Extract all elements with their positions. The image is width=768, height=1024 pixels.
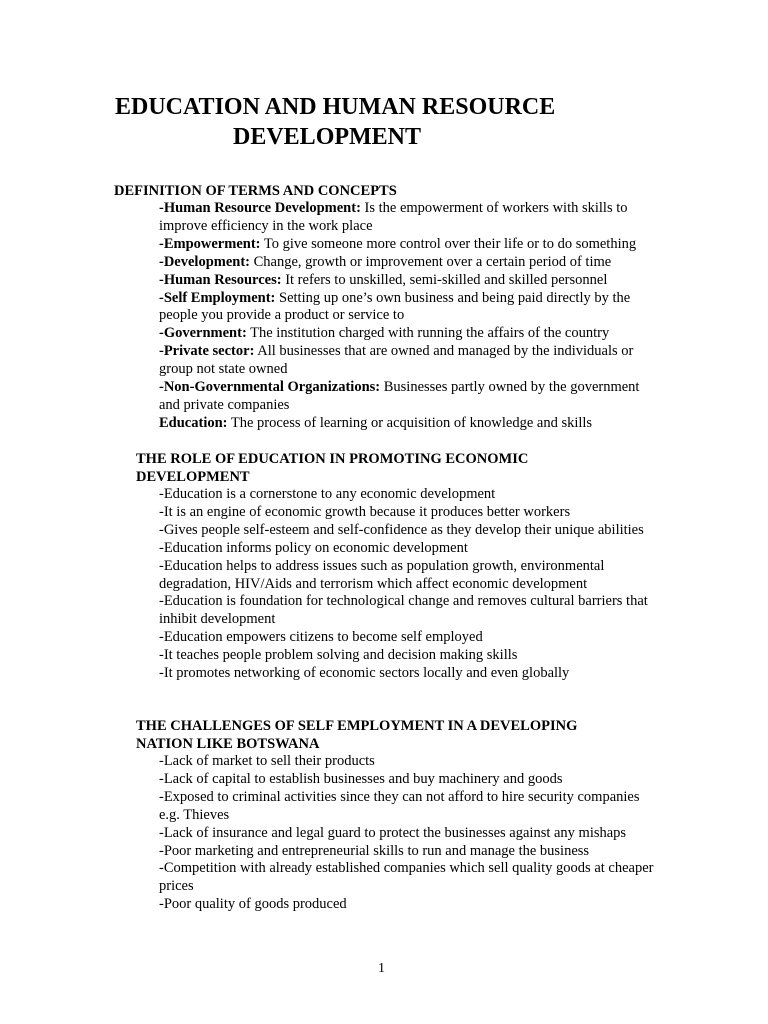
definition-item bbox=[159, 325, 659, 343]
challenges-heading-line-2: NATION LIKE BOTSWANA bbox=[136, 736, 320, 752]
challenges-list bbox=[0, 753, 659, 914]
definition-text: Setting up one’s own business and being paid directly by the people you provide a product or service to bbox=[159, 289, 631, 324]
definition-term: -Self Employment: bbox=[159, 289, 276, 306]
definition-term: -Development: bbox=[159, 253, 251, 270]
role-heading-line-1: THE ROLE OF EDUCATION IN PROMOTING ECONOMIC bbox=[136, 451, 529, 467]
definition-text: The institution charged with running the affairs of the country bbox=[246, 325, 610, 342]
definition-text: Is the empowerment of workers with skills to improve efficiency in the work place bbox=[159, 200, 628, 234]
list-item: -Competition with already established companies which sell quality goods at cheaper prices bbox=[159, 860, 654, 895]
definition-term: -Non-Governmental Organizations: bbox=[159, 379, 381, 396]
page-number: 1 bbox=[378, 961, 385, 976]
role-list bbox=[0, 486, 659, 683]
list-item: -Education empowers citizens to become self employed bbox=[159, 629, 483, 646]
list-item: -Education is a cornerstone to any economic development bbox=[159, 486, 496, 502]
definition-term: Education: bbox=[159, 414, 228, 431]
list-item: -Lack of market to sell their products bbox=[159, 753, 375, 769]
definition-term: -Human Resources: bbox=[159, 271, 282, 288]
list-item: -Gives people self-esteem and self-confidence as they develop their unique abilities bbox=[159, 521, 644, 538]
definition-item bbox=[159, 343, 659, 379]
list-item: -It is an engine of economic growth because it produces better workers bbox=[159, 503, 571, 520]
definition-text: The process of learning or acquisition of knowledge and skills bbox=[227, 414, 593, 431]
definition-term: -Government: bbox=[159, 325, 247, 342]
list-item: -Lack of insurance and legal guard to protect the businesses against any mishaps bbox=[159, 824, 627, 841]
definition-text: Businesses partly owned by the government and private companies bbox=[159, 379, 640, 413]
definition-item bbox=[159, 272, 659, 290]
definition-item bbox=[159, 200, 659, 236]
definition-term: -Empowerment: bbox=[159, 235, 261, 252]
definition-item bbox=[159, 290, 659, 326]
list-item: -Education is foundation for technological change and removes cultural barriers that inhibit development bbox=[159, 593, 648, 628]
challenges-section bbox=[0, 717, 768, 914]
definition-term: -Private sector: bbox=[159, 343, 255, 360]
challenges-heading-line-1: THE CHALLENGES OF SELF EMPLOYMENT IN A DEVELOPING bbox=[136, 718, 578, 734]
definition-item bbox=[159, 236, 659, 254]
document-title bbox=[115, 92, 635, 152]
definition-item bbox=[159, 254, 659, 272]
role-heading-line-2: DEVELOPMENT bbox=[136, 469, 250, 485]
list-item: -Poor quality of goods produced bbox=[159, 896, 347, 913]
definitions-list bbox=[0, 200, 659, 433]
definition-text: Change, growth or improvement over a certain period of time bbox=[250, 253, 612, 270]
definition-item bbox=[159, 415, 659, 433]
list-item: -Lack of capital to establish businesses and buy machinery and goods bbox=[159, 770, 563, 787]
list-item: -Poor marketing and entrepreneurial skills to run and manage the business bbox=[159, 842, 590, 859]
definition-term: -Human Resource Development: bbox=[159, 200, 361, 216]
role-section bbox=[0, 450, 768, 683]
list-item: -It promotes networking of economic sectors locally and even globally bbox=[159, 665, 570, 682]
list-item: -Education informs policy on economic development bbox=[159, 539, 468, 556]
definition-text: To give someone more control over their life or to do something bbox=[260, 235, 637, 252]
definitions-heading: DEFINITION OF TERMS AND CONCEPTS bbox=[114, 183, 397, 199]
list-item: -Exposed to criminal activities since they can not afford to hire security companies e.g. Thieves bbox=[159, 788, 640, 823]
list-item: -Education helps to address issues such as population growth, environmental degradation, HIV/Aids and terrorism which affect economic development bbox=[159, 557, 605, 592]
definitions-section bbox=[0, 182, 768, 433]
title-line-1: EDUCATION AND HUMAN RESOURCE bbox=[115, 94, 556, 120]
list-item: -It teaches people problem solving and decision making skills bbox=[159, 647, 518, 664]
title-line-2: DEVELOPMENT bbox=[233, 124, 422, 150]
definition-item bbox=[159, 379, 659, 415]
definition-text: It refers to unskilled, semi-skilled and skilled personnel bbox=[281, 271, 608, 288]
definition-text: All businesses that are owned and managed by the individuals or group not state owned bbox=[159, 343, 634, 378]
